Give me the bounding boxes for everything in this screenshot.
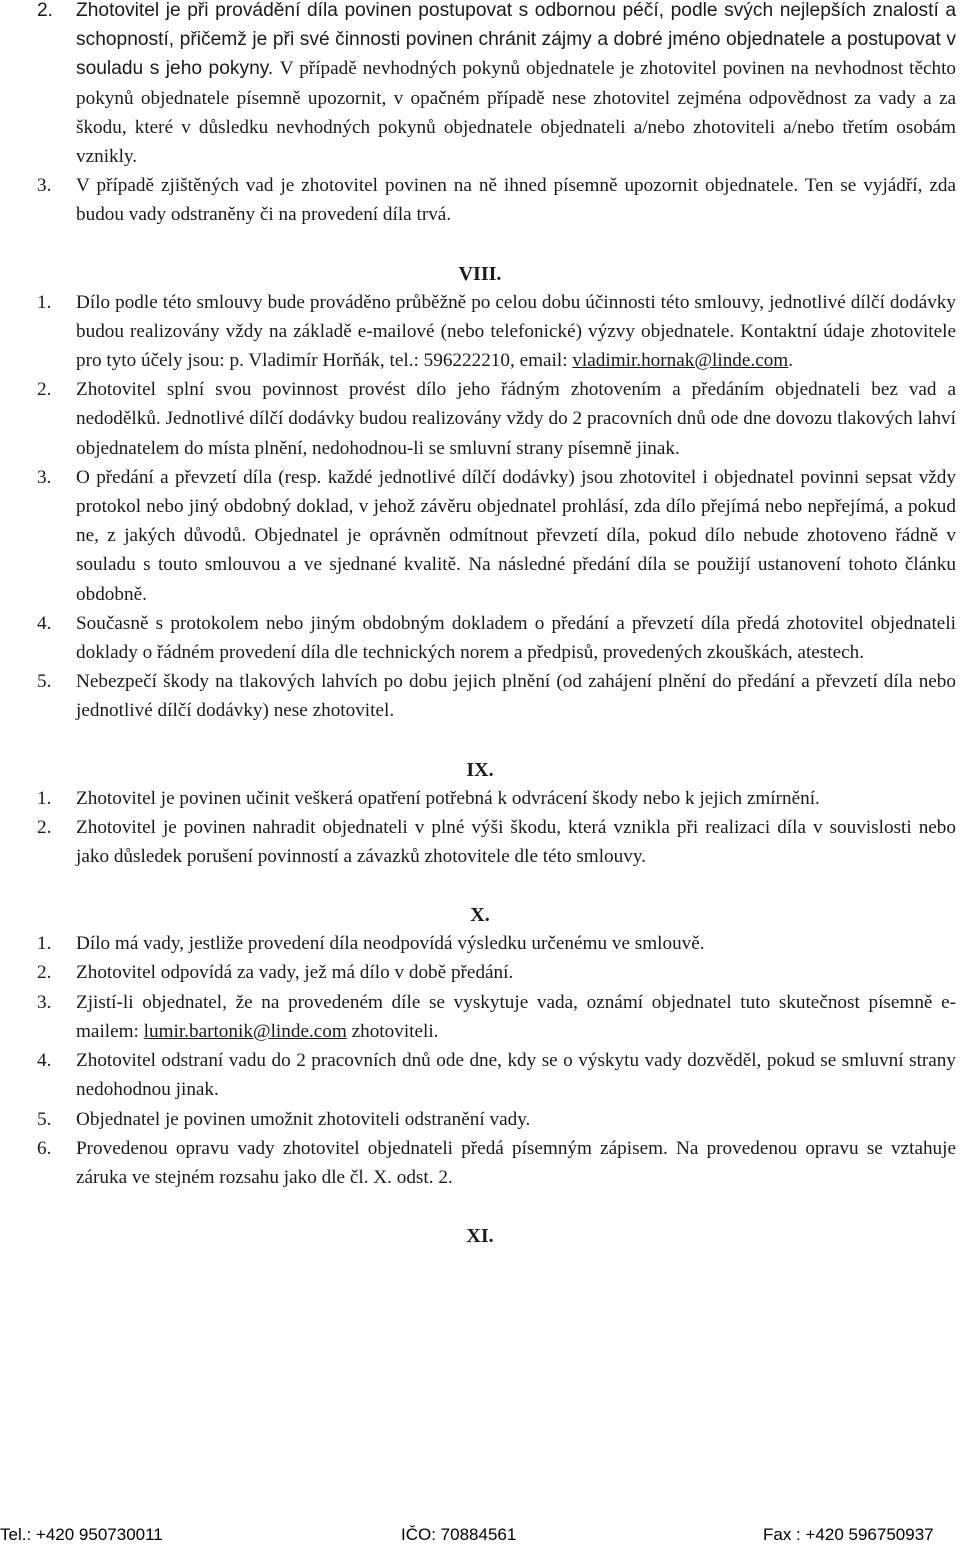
section-heading: XI. [466, 1225, 494, 1248]
item-text: Objednatel je povinen umožnit zhotoviteli odstranění vady. [76, 1108, 531, 1130]
list-item [37, 171, 956, 229]
list-item [37, 0, 956, 171]
list-item [37, 1105, 956, 1134]
item-number: 6. [37, 1137, 52, 1159]
item-text: O předání a převzetí díla (resp. každé jednotlivé dílčí dodávky) jsou zhotovitel i objednatel povinni sepsat vždy protokol nebo jiný obdobný doklad, v jehož závěru objednatel prohlásí, zda dílo přejímá nebo nepřejímá, a pokud ne, z jakých důvodů. Objednatel je oprávněn odmítnout převzetí díla, pokud dílo nebude zhotoveno řádně v souladu s touto smlouvou a ve sjednané kvalitě. Na následné předání díla se použijí ustanovení tohoto článku obdobně. [76, 466, 956, 605]
item-number: 3. [37, 991, 52, 1013]
list-item [37, 375, 956, 463]
list-item [37, 784, 956, 813]
item-text: V případě zjištěných vad je zhotovitel povinen na ně ihned písemně upozornit objednatele. Ten se vyjádří, zda budou vady odstraněny či na provedení díla trvá. [76, 175, 956, 226]
item-text: Současně s protokolem nebo jiným obdobným dokladem o předání a převzetí díla předá zhotovitel objednateli doklady o řádném provedení díla dle technických norem a předpisů, provedených zkouškách, atestech. [76, 612, 956, 664]
item-text-part: V případě nevhodných pokynů objednatele je zhotovitel povinen na nevhodnost těchto pokynů objednatele písemně upozornit, v opačném případě nese zhotovitel zejména odpovědnost za vady a za škodu, které v důsledku nevhodných pokynů objednatele objednateli a/nebo zhotoviteli a/nebo třetím osobám vznikly. [76, 58, 956, 168]
item-number: 1. [37, 787, 52, 809]
item-number: 4. [37, 1050, 52, 1072]
item-number: 1. [37, 933, 52, 955]
item-text [76, 0, 956, 171]
item-text-part: . [788, 350, 794, 372]
page-footer [0, 1521, 960, 1547]
email-link[interactable]: vladimir.hornak@linde.com [572, 350, 789, 372]
item-text-part: zhotoviteli. [346, 1020, 439, 1042]
list-item [37, 813, 956, 871]
item-text: Provedenou opravu vady zhotovitel objednateli předá písemným zápisem. Na provedenou opravu se vztahuje záruka ve stejném rozsahu jako dle čl. X. odst. 2. [76, 1137, 956, 1188]
item-text-part: Dílo podle této smlouvy bude prováděno průběžně po celou dobu účinnosti této smlouvy, jednotlivé dílčí dodávky budou realizovány vždy na základě e-mailové (nebo telefonické) výzvy objednatele. Kontaktní údaje zhotovitele pro tyto účely jsou: p. Vladimír Horňák, tel.: 596222210, email: [76, 291, 956, 372]
list-item [37, 463, 956, 609]
section-heading: IX. [466, 758, 494, 781]
item-number: 2. [37, 379, 52, 401]
item-number: 5. [37, 671, 52, 693]
item-text [76, 288, 956, 376]
item-number: 5. [37, 1108, 52, 1130]
list-item [37, 667, 956, 725]
footer-phone: Tel.: +420 950730011 [0, 1525, 163, 1544]
item-text [76, 988, 956, 1046]
footer-fax: Fax : +420 596750937 [763, 1525, 934, 1544]
item-text: Zhotovitel splní svou povinnost provést dílo jeho řádným zhotovením a předáním objednateli bez vad a nedodělků. Jednotlivé dílčí dodávky budou realizovány vždy do 2 pracovních dnů ode dne dovozu tlakových lahví objednatelem do místa plnění, nedohodnou-li se smluvní strany písemně jinak. [76, 379, 956, 459]
document-body [37, 0, 956, 1250]
item-number: 2. [37, 816, 52, 838]
item-text: Dílo má vady, jestliže provedení díla neodpovídá výsledku určenému ve smlouvě. [76, 933, 705, 955]
list-item [37, 958, 956, 987]
email-link[interactable]: lumir.bartonik@linde.com [143, 1020, 347, 1042]
item-number: 1. [37, 291, 52, 313]
item-text: Zhotovitel odpovídá za vady, jež má dílo v době předání. [76, 962, 514, 984]
section-heading: VIII. [458, 262, 502, 285]
list-item [37, 609, 956, 667]
item-text: Zhotovitel je povinen učinit veškerá opatření potřebná k odvrácení škody nebo k jejich zmírnění. [76, 787, 820, 809]
item-text-part: Zjistí-li objednatel, že na provedeném díle se vyskytuje vada, oznámí objednatel tuto skutečnost písemně e-mailem: [76, 991, 956, 1042]
item-number: 2. [37, 962, 52, 984]
item-text-part: Zhotovitel je při provádění díla povinen postupovat s odbornou péčí, podle svých nejlepších znalostí a schopností, přičemž je při své činnosti povinen chránit zájmy a dobré jméno objednatele a postupovat v souladu s jeho pokyny. [76, 0, 956, 80]
item-text: Nebezpečí škody na tlakových lahvích po dobu jejich plnění (od zahájení plnění do předání a převzetí díla nebo jednotlivé dílčí dodávky) nese zhotovitel. [76, 671, 956, 722]
item-number: 3. [37, 466, 52, 488]
item-text: Zhotovitel je povinen nahradit objednateli v plné výši škodu, která vznikla při realizaci díla v souvislosti nebo jako důsledek porušení povinností a závazků zhotovitele dle této smlouvy. [76, 816, 956, 868]
footer-ico: IČO: 70884561 [401, 1525, 517, 1544]
item-number: 4. [37, 612, 52, 634]
section-heading: X. [470, 904, 490, 927]
list-item [37, 1134, 956, 1192]
item-text: Zhotovitel odstraní vadu do 2 pracovních dnů ode dne, kdy se o výskytu vady dozvěděl, pokud se smluvní strany nedohodnou jinak. [76, 1050, 956, 1101]
list-item [37, 1046, 956, 1104]
item-number: 2. [37, 0, 54, 21]
list-item [37, 929, 956, 958]
list-item [37, 988, 956, 1046]
item-number: 3. [37, 175, 52, 197]
list-item [37, 288, 956, 376]
